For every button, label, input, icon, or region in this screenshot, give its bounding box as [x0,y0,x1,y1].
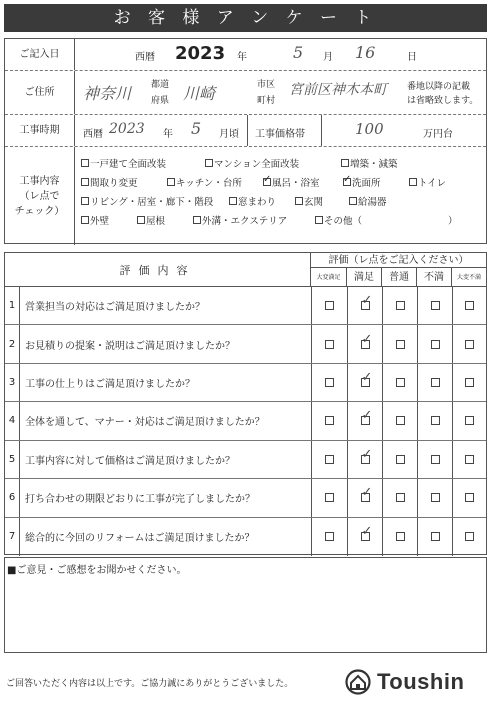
rating-checkbox[interactable] [431,340,440,349]
rating-cell [347,402,382,439]
other-close: ） [448,215,458,227]
checkbox[interactable] [409,178,417,186]
rating-cell [417,364,452,401]
rating-checkbox[interactable] [325,378,334,387]
question-text: 総合的に今回のリフォームはご満足頂けましたか？ [25,533,255,545]
rating-cell [311,518,347,556]
address-label: ご住所 [5,71,75,114]
period-label: 工事時期 [5,115,75,146]
rating-col-neutral: 普通 [382,268,417,287]
rating-cell [382,479,417,516]
rating-cell [347,518,382,556]
rating-checkbox[interactable] [431,532,440,541]
period-month: 5 [191,119,202,138]
rating-checkbox[interactable] [361,378,370,387]
rating-checkbox[interactable] [396,301,405,310]
work-check-row [81,210,482,229]
rating-cell [311,441,347,478]
rating-cell [311,287,347,324]
rating-cell [452,325,486,362]
work-option[interactable]: 屋根 [137,213,193,227]
evaluation-row [5,287,486,325]
rating-checkbox[interactable] [361,340,370,349]
rating-cell [452,287,486,324]
rating-cell [417,402,452,439]
work-option[interactable]: 窓まわり [229,194,295,208]
rating-cell [382,402,417,439]
rating-cell [417,518,452,556]
checkbox[interactable] [349,197,357,205]
rating-cell [347,325,382,362]
rating-cell [382,325,417,362]
question-number: 5 [5,441,20,478]
rating-cell [417,325,452,362]
question-text: 工事の仕上りはご満足頂けましたか？ [25,379,195,391]
period-year: 2023 [109,121,145,137]
rating-checkbox[interactable] [325,301,334,310]
address-city-unit-2: 町村 [257,96,276,106]
checkbox[interactable] [315,216,323,224]
rating-checkbox[interactable] [465,416,474,425]
rating-cell [382,287,417,324]
date-month: 5 [293,43,304,62]
rating-checkbox[interactable] [396,416,405,425]
work-option[interactable]: 玄関 [295,194,349,208]
rating-cell [311,325,347,362]
price-divider [321,115,322,146]
rating-cell [347,364,382,401]
evaluation-table [4,252,487,555]
period-month-unit: 月頃 [219,129,239,140]
period-year-unit: 年 [163,129,173,140]
rating-checkbox[interactable] [465,493,474,502]
evaluation-row [5,518,486,556]
rating-col-very-dissatisfied: 大変不満 [456,274,481,281]
checkbox[interactable] [193,216,201,224]
work-option[interactable]: 給湯器 [349,194,387,208]
address-prefecture: 神奈川 [83,84,132,103]
checkbox[interactable] [81,178,89,186]
rating-cell [417,441,452,478]
work-label-line-1: 工事内容 [19,175,60,187]
question-number: 4 [5,402,20,439]
rating-cell [417,479,452,516]
address-city: 川崎 [183,84,216,103]
price-label: 工事価格帯 [255,129,305,140]
rating-checkbox[interactable] [396,455,405,464]
date-day-unit: 日 [407,52,417,63]
work-label [5,147,75,245]
work-option[interactable]: 一戸建て全面改装 [81,156,205,170]
rating-checkbox[interactable] [325,455,334,464]
question-text: お見積りの提案・説明はご満足頂けましたか？ [25,340,235,352]
rating-checkbox[interactable] [431,378,440,387]
work-option[interactable]: 外壁 [81,213,137,227]
rating-checkbox[interactable] [465,301,474,310]
rating-checkbox[interactable] [431,301,440,310]
price-value: 100 [355,120,384,138]
rating-checkbox[interactable] [396,493,405,502]
question-text: 営業担当の対応はご満足頂けましたか？ [25,302,205,314]
checkbox[interactable] [341,159,349,167]
question-number: 1 [5,287,20,324]
question-number: 3 [5,364,20,401]
rating-checkbox[interactable] [396,532,405,541]
footer-thanks: ご回答いただく内容は以上です。ご協力誠にありがとうございました。 [6,679,294,689]
date-era: 西暦 [135,52,155,63]
checkbox[interactable] [137,216,145,224]
date-month-unit: 月 [323,52,333,63]
evaluation-header [5,253,486,287]
work-checklist [81,153,482,229]
rating-cell [452,518,486,556]
rating-checkbox[interactable] [431,455,440,464]
address-pref-unit-1: 都道 [151,80,170,90]
rating-cell [347,479,382,516]
rating-checkbox[interactable] [361,532,370,541]
rating-checkbox[interactable] [325,340,334,349]
rating-checkbox[interactable] [465,340,474,349]
evaluation-row [5,441,486,479]
period-row [5,115,486,147]
rating-checkbox[interactable] [361,455,370,464]
work-check-row [81,191,482,210]
address-row [5,71,486,115]
evaluation-row [5,364,486,402]
rating-cell [452,402,486,439]
question-number: 7 [5,518,20,556]
checkbox[interactable] [229,197,237,205]
rating-checkbox[interactable] [465,455,474,464]
rating-col-dissatisfied: 不満 [417,268,452,287]
checkbox[interactable] [167,178,175,186]
date-label: ご記入日 [5,39,75,70]
work-label-line-2: （レ点で [19,190,60,202]
rating-checkbox[interactable] [361,301,370,310]
work-label-line-3: チェック） [14,205,65,217]
evaluation-row [5,402,486,440]
work-option[interactable]: 間取り変更 [81,175,167,189]
address-town: 宮前区神木本町 [289,82,387,98]
date-year: 2023 [175,43,226,64]
rating-cell [452,441,486,478]
evaluation-row [5,479,486,517]
rating-cell [311,479,347,516]
checkbox[interactable] [81,159,89,167]
date-day: 16 [355,43,376,62]
rating-cell [452,364,486,401]
address-city-unit-1: 市区 [257,80,276,90]
rating-cell [452,479,486,516]
address-note-2: は省略致します。 [407,96,479,106]
period-divider [247,115,248,146]
comments-label: ■ご意見・ご感想をお聞かせください。 [7,565,187,576]
question-number: 6 [5,479,20,516]
work-option[interactable]: キッチン・台所 [167,175,263,189]
rating-checkbox[interactable] [396,378,405,387]
work-option[interactable]: その他（ ） [315,213,458,227]
header-question: 評価内容 [5,253,311,287]
checkbox[interactable] [263,178,271,186]
rating-cell [417,287,452,324]
evaluation-row [5,325,486,363]
price-unit: 万円台 [423,129,453,140]
date-year-unit: 年 [237,52,247,63]
rating-cell [347,441,382,478]
rating-checkbox[interactable] [325,416,334,425]
rating-checkbox[interactable] [361,493,370,502]
rating-checkbox[interactable] [465,532,474,541]
rating-col-satisfied: 満足 [347,268,382,287]
rating-checkbox[interactable] [325,493,334,502]
checkbox[interactable] [81,216,89,224]
rating-checkbox[interactable] [431,493,440,502]
rating-cell [382,441,417,478]
rating-cell [382,518,417,556]
date-row [5,39,486,71]
header-rating: 評価（レ点をご記入ください） [311,253,486,268]
logo-text: Toushin [377,669,465,694]
comments-box[interactable] [4,557,487,653]
work-option[interactable]: マンション全面改装 [205,156,341,170]
house-logo-icon [345,669,371,695]
work-option[interactable]: ✓ 洗面所 [343,175,409,189]
work-option[interactable]: トイレ [409,175,446,189]
question-number: 2 [5,325,20,362]
rating-cell [311,402,347,439]
address-note-1: 番地以降の記載 [407,82,471,92]
question-text: 全体を通して、マナー・対応はご満足頂けましたか？ [25,417,265,429]
checkbox[interactable] [295,197,303,205]
company-logo [345,668,464,696]
work-option[interactable]: 外溝・エクステリア [193,213,315,227]
rating-cell [311,364,347,401]
customer-info-table [4,38,487,244]
rating-checkbox[interactable] [361,416,370,425]
rating-checkbox[interactable] [396,340,405,349]
work-option[interactable]: 増築・減築 [341,156,398,170]
work-row [5,147,486,245]
rating-checkbox[interactable] [325,532,334,541]
address-pref-unit-2: 府県 [151,96,170,106]
checkbox[interactable] [81,197,89,205]
checkbox[interactable] [343,178,351,186]
rating-checkbox[interactable] [431,416,440,425]
rating-cell [382,364,417,401]
work-option[interactable]: ✓ 風呂・浴室 [263,175,343,189]
work-option[interactable]: リビング・居室・廊下・階段 [81,194,229,208]
work-check-row [81,172,482,191]
checkbox[interactable] [205,159,213,167]
rating-cell [347,287,382,324]
work-check-row [81,153,482,172]
question-text: 打ち合わせの期限どおりに工事が完了しましたか？ [25,494,255,506]
period-era: 西暦 [83,129,103,140]
survey-title: お 客 様 ア ン ケ ー ト [4,4,487,32]
question-text: 工事内容に対して価格はご満足頂けましたか？ [25,455,235,467]
rating-col-very-satisfied: 大変満足 [311,268,347,287]
rating-checkbox[interactable] [465,378,474,387]
